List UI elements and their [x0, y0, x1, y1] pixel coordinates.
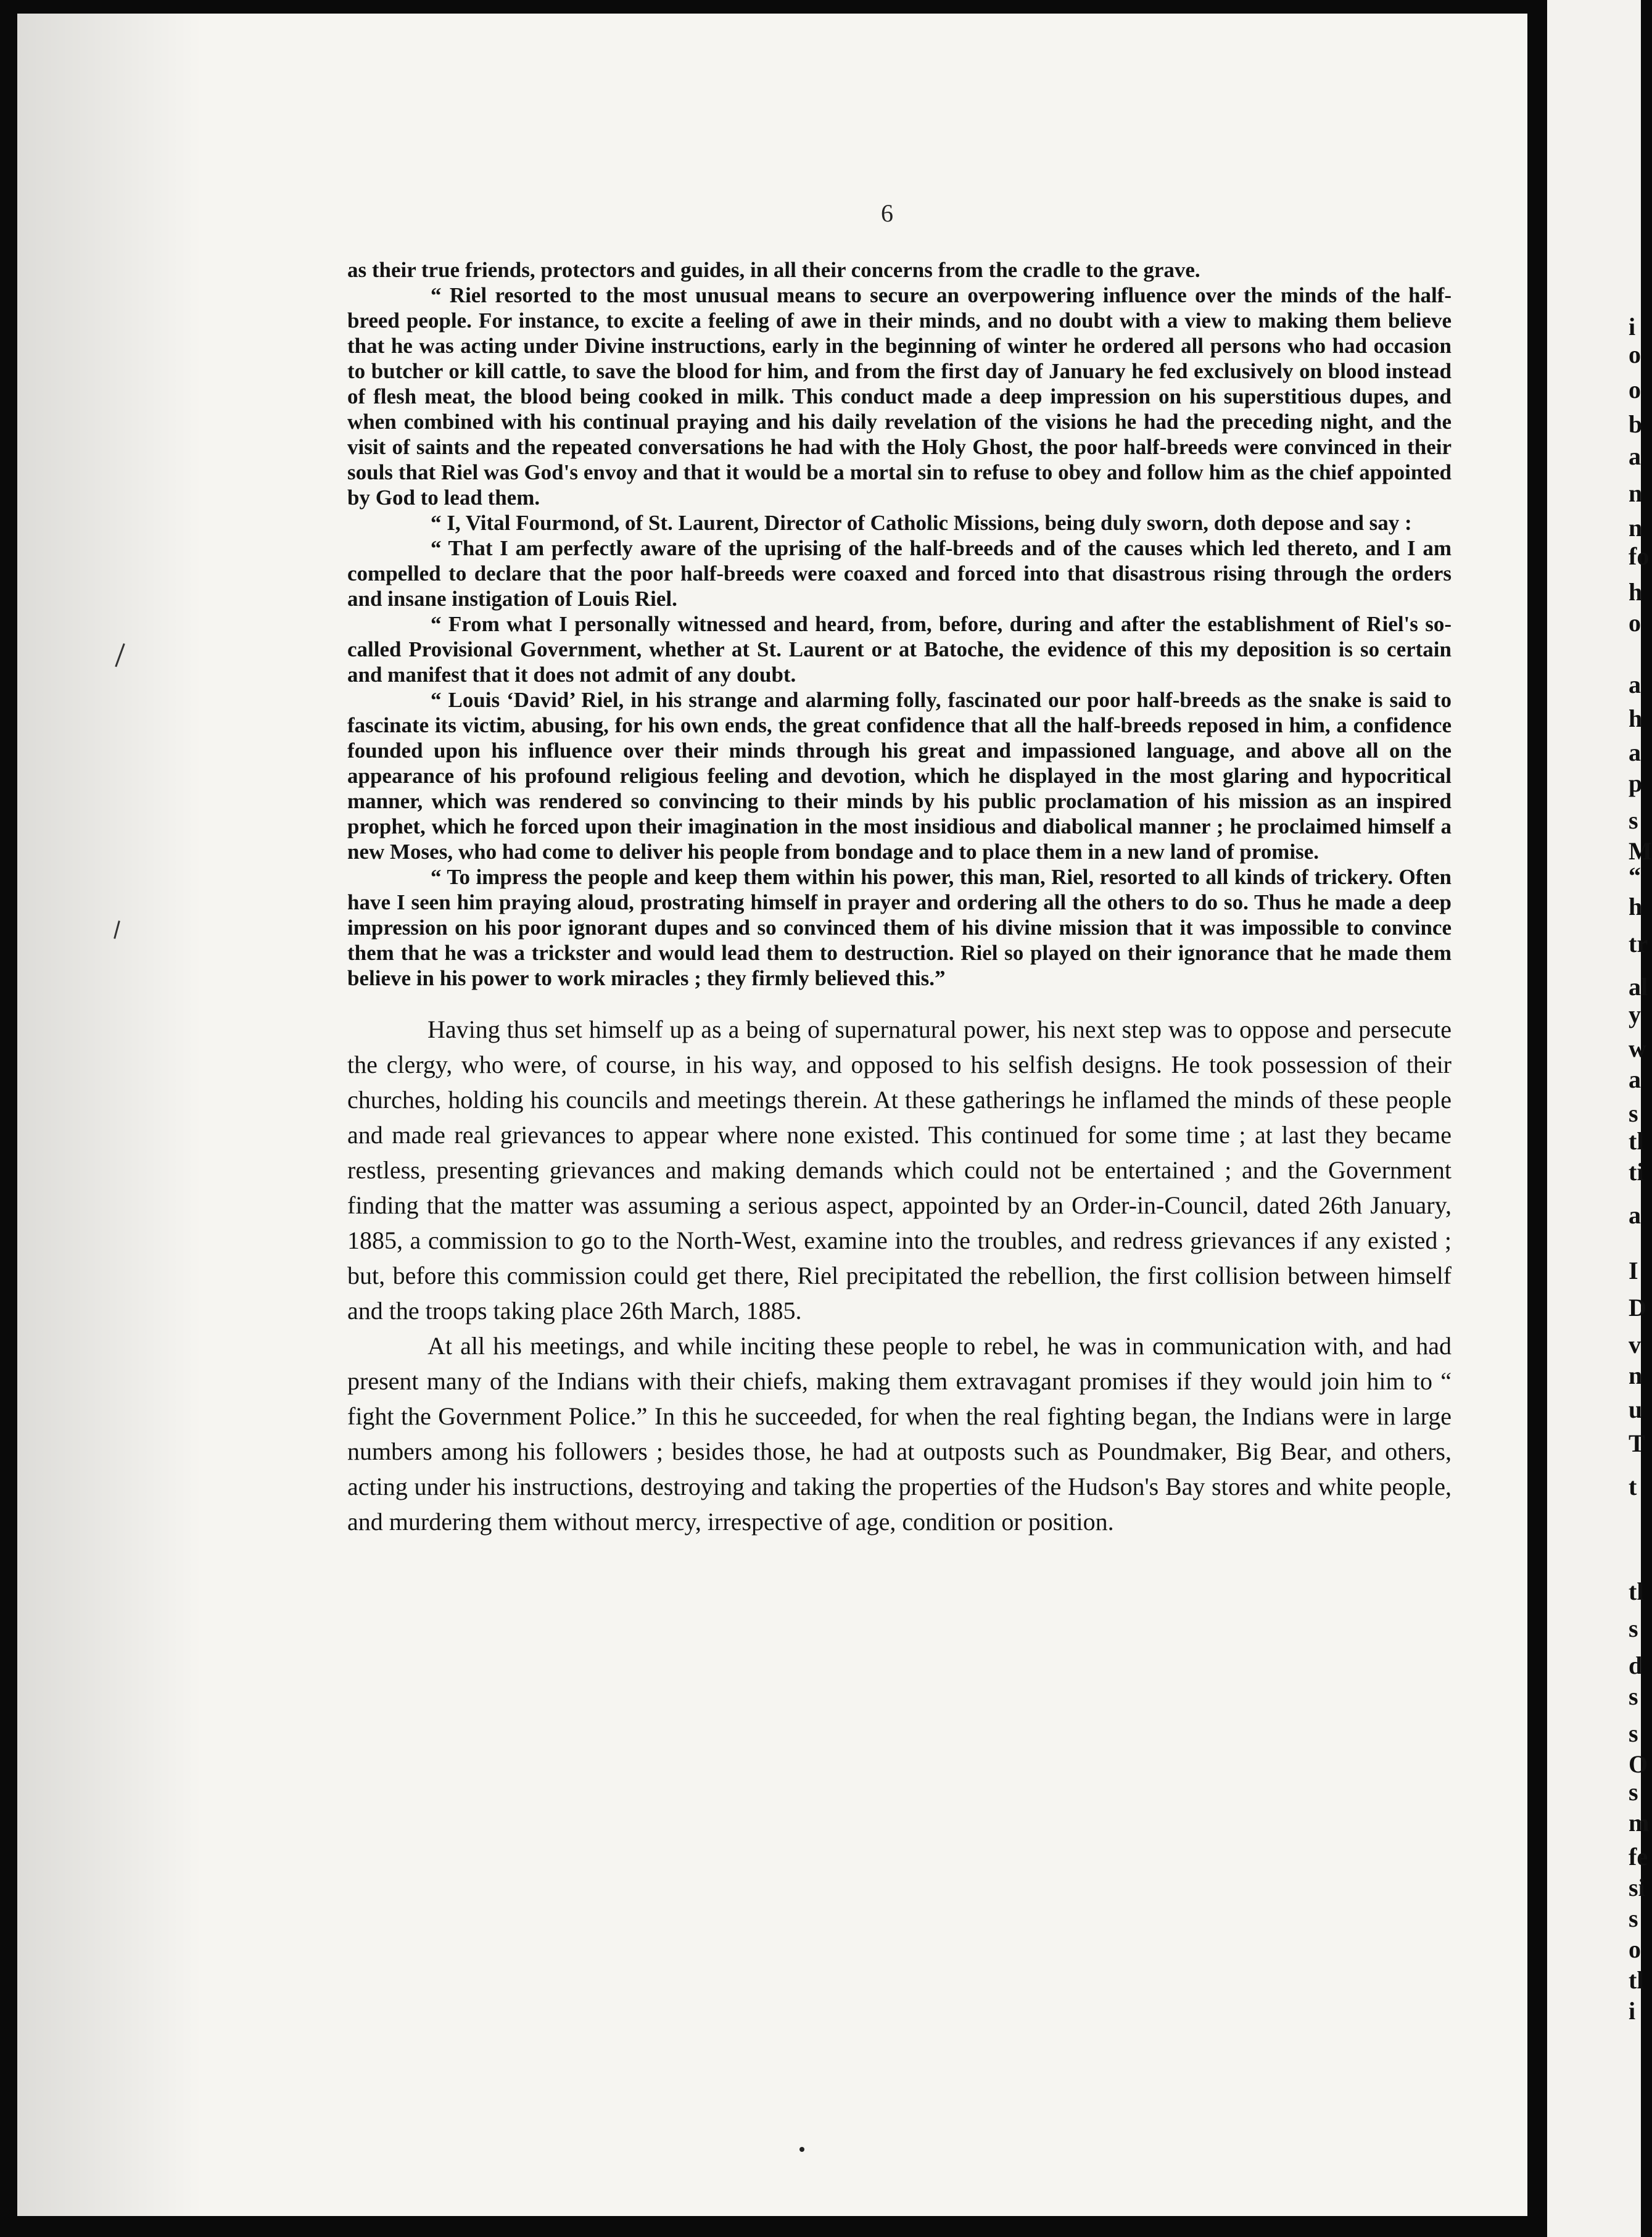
facing-page-letter: s	[1629, 1778, 1638, 1806]
facing-page-letter: a	[1629, 442, 1641, 470]
facing-page-letter: a	[1629, 738, 1641, 766]
facing-page-letter: s	[1629, 1682, 1638, 1710]
ink-dot	[799, 2147, 804, 2152]
margin-mark	[114, 920, 120, 939]
facing-page-letter: v	[1629, 1331, 1641, 1358]
facing-page-letter: s	[1629, 1615, 1638, 1642]
quoted-paragraph: “ I, Vital Fourmond, of St. Laurent, Director of Catholic Missions, being duly sworn, doth depose and say :	[431, 511, 1412, 535]
facing-page-letter: s	[1629, 1904, 1638, 1932]
facing-page-letter: O	[1629, 1750, 1648, 1778]
facing-page-letter: p	[1629, 769, 1643, 797]
page-number: 6	[881, 199, 893, 227]
narrative-paragraph: Having thus set himself up as a being of supernatural power, his next step was to oppose and persecute the clergy, who were, of course, in his way, and opposed to his selfish designs. He took possession of their churches, holding his councils and meetings therein. At these gatherings he inflamed the minds of these people and made real grievances to appear where none existed. This continued for some time ; at last they became restless, presenting grievances and making demands which could not be entertained ; and the Government finding that the matter was assuming a serious aspect, appointed by an Order-in-Council, dated 26th January, 1885, a commission to go to the North-West, examine into the troubles, and redress grievances if any existed ; but, before this commission could get there, Riel precipitated the rebellion, the first collision between himself and the troops taking place 26th March, 1885.	[347, 1015, 1452, 1325]
facing-page-letter: d	[1629, 1652, 1643, 1679]
document-page	[17, 14, 1527, 2216]
facing-page-letter: tl	[1629, 1127, 1644, 1155]
facing-page-letter: u	[1629, 1396, 1643, 1423]
facing-page-letter: h	[1629, 705, 1643, 732]
facing-page-letter: tl	[1629, 1966, 1644, 1994]
facing-page-letter: D	[1629, 1294, 1646, 1321]
quoted-paragraph: “ From what I personally witnessed and heard, from, before, during and after the establishment of Riel's so-called Provisional Government, whether at St. Laurent or at Batoche, the evidence of this my deposition is so certain and manifest that it does not admit of any doubt.	[347, 612, 1452, 687]
facing-page-letter: ti	[1629, 1158, 1644, 1186]
facing-page-letter: a	[1629, 1065, 1641, 1093]
facing-page-letter: fe	[1629, 1843, 1648, 1871]
quoted-deposition	[347, 257, 1452, 991]
facing-page-letter: o	[1629, 1935, 1641, 1963]
facing-page-edge	[1547, 0, 1644, 2237]
quoted-paragraph: “ Riel resorted to the most unusual means to secure an overpowering influence over the minds of the half-breed people. For instance, to excite a feeling of awe in their minds, and no doubt with a view to making them believe that he was acting under Divine instructions, early in the beginning of winter he ordered all persons who had occasion to butcher or kill cattle, to save the blood for him, and from the first day of January he fed exclusively on blood instead of flesh meat, the blood being cooked in milk. This conduct made a deep impression on his superstitious dupes, and when combined with his continual praying and his daily revelation of the visions he had the preceding night, and the visit of saints and the repeated conversations he had with the Holy Ghost, the poor half-breeds were convinced in their souls that Riel was God's envoy and that it would be a mortal sin to refuse to obey and follow him as the chief appointed by God to lead them.	[347, 283, 1452, 510]
facing-page-letter: fo	[1629, 542, 1650, 570]
facing-page-letter: b	[1629, 410, 1643, 438]
facing-page-letter: s	[1629, 1099, 1638, 1127]
facing-page-letter: o	[1629, 376, 1641, 403]
page-body	[347, 257, 1452, 1539]
facing-page-letter: n	[1629, 1362, 1643, 1389]
facing-page-letter: al	[1629, 973, 1648, 1001]
facing-page-letter: s	[1629, 806, 1638, 834]
facing-page-letter: o	[1629, 341, 1641, 368]
quoted-paragraph: “ Louis ‘David’ Riel, in his strange and alarming folly, fascinated our poor half-breeds as the snake is said to fascinate its victim, abusing, for his own ends, the great confidence that all the half-breeds reposed in him, a confidence founded upon his influence over their minds through his great and impassioned language, and above all on the appearance of his profound religious feeling and devotion, which he displayed in the most glaring and hypocritical manner, which was rendered so convincing to their minds by his public proclamation of his mission as an inspired prophet, which he forced upon their imagination in the most insidious and diabolical manner ; he proclaimed himself a new Moses, who had come to deliver his people from bondage and to place them in a new land of promise.	[347, 688, 1452, 864]
facing-page-letter: a	[1629, 671, 1641, 698]
quoted-paragraph: as their true friends, protectors and guides, in all their concerns from the cradle to the grave.	[347, 258, 1200, 282]
facing-page-letter: n	[1629, 479, 1643, 507]
facing-page-letter: “	[1629, 862, 1641, 890]
margin-mark	[115, 643, 125, 668]
facing-page-letter: y	[1629, 1001, 1641, 1028]
narrative-section	[347, 1012, 1452, 1539]
facing-page-letter: w	[1629, 1035, 1646, 1062]
facing-page-letter: a	[1629, 1201, 1641, 1229]
facing-page-letter: i	[1629, 313, 1636, 341]
narrative-paragraph: At all his meetings, and while inciting these people to rebel, he was in communication with, and had present many of the Indians with their chiefs, making them extravagant promises if they would join him to “ fight the Government Police.” In this he succeeded, for when the real fighting began, the Indians were in large numbers among his followers ; besides those, he had at outposts such as Poundmaker, Big Bear, and others, acting under his instructions, destroying and taking the properties of the Hudson's Bay stores and white people, and murdering them without mercy, irrespective of age, condition or position.	[347, 1332, 1452, 1536]
facing-page-letter: M	[1629, 837, 1652, 865]
facing-page-letter: m	[1629, 1809, 1650, 1837]
facing-page-letter: t	[1629, 1473, 1637, 1500]
facing-page-letter: T	[1629, 1429, 1645, 1457]
quoted-paragraph: “ That I am perfectly aware of the uprising of the half-breeds and of the causes which led thereto, and I am compelled to declare that the poor half-breeds were coaxed and forced into that disastrous rising through the orders and insane instigation of Louis Riel.	[347, 536, 1452, 611]
facing-page-letter: tr	[1629, 930, 1648, 957]
facing-page-letter: I	[1629, 1257, 1638, 1284]
facing-page-letter: s	[1629, 1719, 1638, 1747]
facing-page-letter: h	[1629, 893, 1643, 920]
facing-page-letter: si	[1629, 1874, 1645, 1901]
facing-page-letter: n	[1629, 514, 1643, 542]
facing-page-letter: tl	[1629, 1577, 1644, 1605]
facing-page-letter: o	[1629, 609, 1641, 637]
facing-page-letter: h	[1629, 578, 1643, 606]
quoted-paragraph: “ To impress the people and keep them within his power, this man, Riel, resorted to all kinds of trickery. Often have I seen him praying aloud, prostrating himself in prayer and ordering all the others to do so. Thus he made a deep impression on his poor ignorant dupes and so convinced them of his divine mission that it was impossible to convince them that he was a trickster and would lead them to destruction. Riel so played on their ignorance that he made them believe in his power to work miracles ; they firmly believed this.”	[347, 865, 1452, 990]
facing-page-letter: i	[1629, 1997, 1636, 2025]
